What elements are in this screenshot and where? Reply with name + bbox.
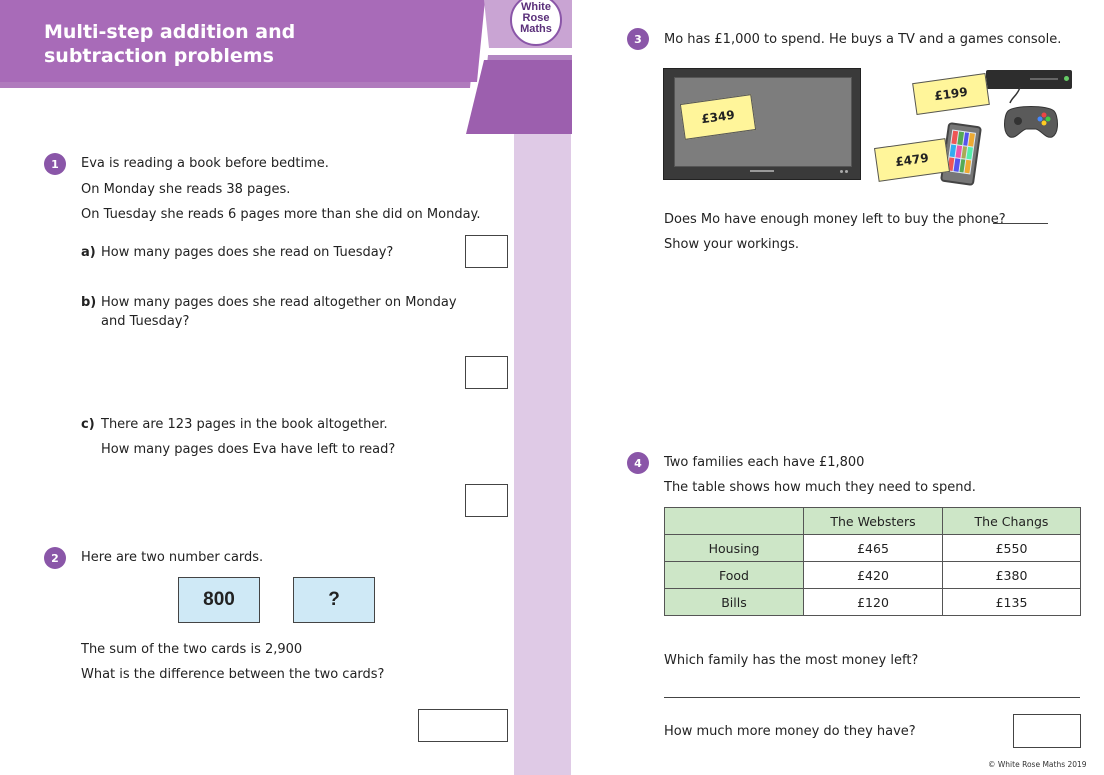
q1-line1: Eva is reading a book before bedtime.: [81, 156, 329, 171]
q4-question1: Which family has the most money left?: [664, 653, 919, 668]
q4-question2: How much more money do they have?: [664, 724, 916, 739]
cell-websters-food: £420: [804, 562, 943, 589]
q4-answer-line[interactable]: [664, 697, 1080, 698]
q1a-text: How many pages does she read on Tuesday?: [101, 245, 394, 260]
page-divider-strip: [514, 134, 571, 775]
q1a-answer-box[interactable]: [465, 235, 508, 268]
question-3-badge: 3: [627, 28, 649, 50]
q1b-answer-box[interactable]: [465, 356, 508, 389]
row-label-housing: Housing: [665, 535, 804, 562]
q3-answer-line[interactable]: [993, 223, 1048, 224]
logo-line1: White: [521, 1, 551, 13]
row-label-bills: Bills: [665, 589, 804, 616]
q2-line2: What is the difference between the two cards?: [81, 667, 385, 682]
q1c-label: c): [81, 417, 95, 432]
q2-intro: Here are two number cards.: [81, 550, 264, 565]
page-title: [44, 20, 295, 68]
q4-answer-box[interactable]: [1013, 714, 1081, 748]
q1b-label: b): [81, 295, 97, 310]
table-row: [665, 535, 1081, 562]
q1-line2: On Monday she reads 38 pages.: [81, 182, 291, 197]
table-header-websters: The Websters: [804, 508, 943, 535]
cell-websters-housing: £465: [804, 535, 943, 562]
q1-line3: On Tuesday she reads 6 pages more than she did on Monday.: [81, 207, 481, 222]
table-row: [665, 562, 1081, 589]
table-corner-cell: [665, 508, 804, 535]
q1b-text-line1: How many pages does she read altogether on Monday: [101, 295, 457, 310]
q2-line1: The sum of the two cards is 2,900: [81, 642, 303, 657]
cell-changs-bills: £135: [943, 589, 1081, 616]
table-row: [665, 589, 1081, 616]
table-header-row: [665, 508, 1081, 535]
number-card-800: 800: [178, 577, 260, 623]
page-title-line1: Multi-step addition and: [44, 21, 296, 43]
q1a-label: a): [81, 245, 96, 260]
cell-changs-housing: £550: [943, 535, 1081, 562]
page-title-line2: subtraction problems: [44, 45, 274, 67]
question-2-badge: 2: [44, 547, 66, 569]
phone-price-tag: £479: [874, 138, 950, 182]
q3-question: Does Mo have enough money left to buy the phone?: [664, 212, 1006, 227]
question-4-badge: 4: [627, 452, 649, 474]
q1c-answer-box[interactable]: [465, 484, 508, 517]
q3-workings: Show your workings.: [664, 237, 800, 252]
cell-changs-food: £380: [943, 562, 1081, 589]
cell-websters-bills: £120: [804, 589, 943, 616]
tv-price-tag: £349: [680, 94, 756, 140]
number-card-unknown: ?: [293, 577, 375, 623]
q1c-text-line2: How many pages does Eva have left to read?: [101, 442, 396, 457]
controller-image: [1000, 85, 1062, 147]
q4-line1: Two families each have £1,800: [664, 455, 865, 470]
logo-line3: Maths: [520, 23, 552, 35]
q2-answer-box[interactable]: [418, 709, 508, 742]
table-header-changs: The Changs: [943, 508, 1081, 535]
question-1-badge: 1: [44, 153, 66, 175]
q3-intro: Mo has £1,000 to spend. He buys a TV and a games console.: [664, 32, 1062, 47]
row-label-food: Food: [665, 562, 804, 589]
q4-line2: The table shows how much they need to spend.: [664, 480, 976, 495]
console-price-tag: £199: [912, 73, 990, 115]
family-spending-table: [664, 507, 1081, 616]
q1c-text-line1: There are 123 pages in the book altogether.: [101, 417, 388, 432]
q1b-text-line2: and Tuesday?: [101, 314, 190, 329]
logo-line2: Rose: [522, 12, 550, 24]
copyright-footer: © White Rose Maths 2019: [988, 760, 1087, 769]
